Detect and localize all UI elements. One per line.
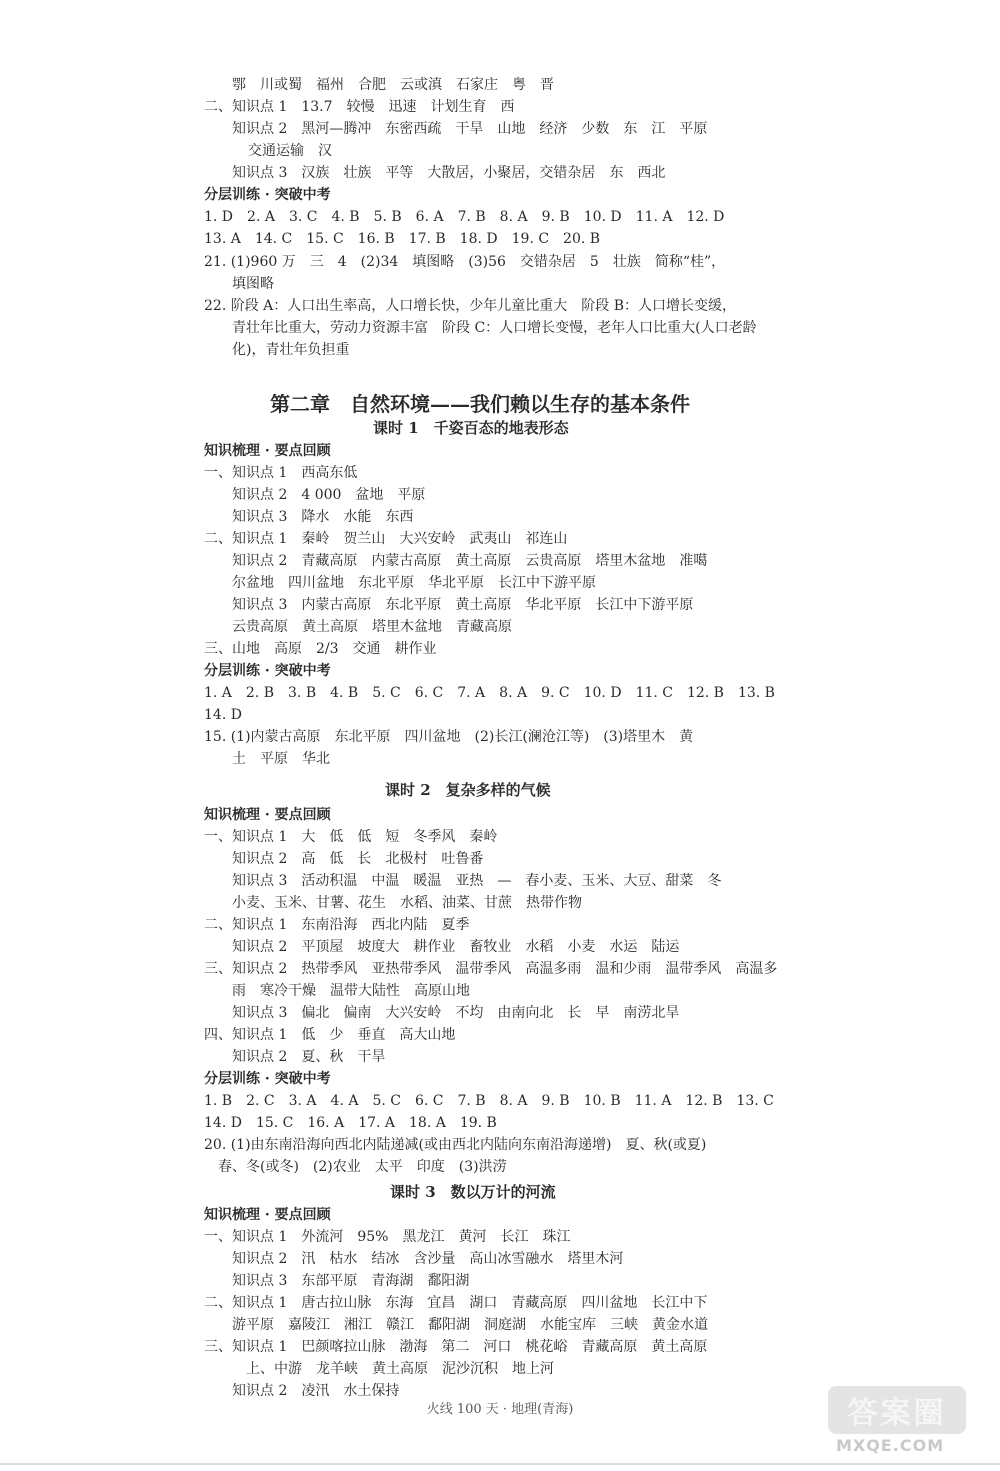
text-line: 云贵高原 黄土高原 塔里木盆地 青藏高原 bbox=[232, 619, 512, 635]
section-heading: 分层训练 · 突破中考 bbox=[204, 1071, 331, 1087]
watermark-logo: 答案圈 bbox=[828, 1386, 966, 1434]
text-line: 一、知识点 1 西高东低 bbox=[204, 465, 358, 481]
text-line: 三、知识点 2 热带季风 亚热带季风 温带季风 高温多雨 温和少雨 温带季风 高温多 bbox=[204, 961, 778, 977]
text-line: 交通运输 汉 bbox=[248, 143, 332, 159]
section-heading: 知识梳理 · 要点回顾 bbox=[204, 443, 331, 459]
lesson-title: 课时 1 千姿百态的地表形态 bbox=[373, 419, 569, 437]
text-line: 青壮年比重大，劳动力资源丰富 阶段 C：人口增长变慢，老年人口比重大(人口老龄 bbox=[232, 320, 757, 336]
text-line: 1. D 2. A 3. C 4. B 5. B 6. A 7. B 8. A 9. B 10. D 11. A 12. D bbox=[204, 209, 725, 225]
text-line: 二、知识点 1 秦岭 贺兰山 大兴安岭 武夷山 祁连山 bbox=[204, 531, 568, 547]
text-line: 一、知识点 1 大 低 低 短 冬季风 秦岭 bbox=[204, 829, 498, 845]
text-line: 知识点 3 活动积温 中温 暖温 亚热 — 春小麦、玉米、大豆、甜菜 冬 bbox=[232, 873, 722, 889]
text-line: 知识点 2 黑河—腾冲 东密西疏 干旱 山地 经济 少数 东 江 平原 bbox=[232, 121, 708, 137]
text-line: 鄂 川或蜀 福州 合肥 云或滇 石家庄 粤 晋 bbox=[232, 77, 554, 93]
text-line: 1. B 2. C 3. A 4. A 5. C 6. C 7. B 8. A 9. B 10. B 11. A 12. B 13. C bbox=[204, 1093, 774, 1109]
text-line: 13. A 14. C 15. C 16. B 17. B 18. D 19. C 20. B bbox=[204, 231, 601, 247]
text-line: 二、知识点 1 东南沿海 西北内陆 夏季 bbox=[204, 917, 470, 933]
text-line: 22. 阶段 A：人口出生率高，人口增长快，少年儿童比重大 阶段 B：人口增长变缓， bbox=[204, 298, 737, 314]
text-line: 14. D 15. C 16. A 17. A 18. A 19. B bbox=[204, 1115, 497, 1131]
section-heading: 知识梳理 · 要点回顾 bbox=[204, 807, 331, 823]
section-heading: 知识梳理 · 要点回顾 bbox=[204, 1207, 331, 1223]
text-line: 一、知识点 1 外流河 95% 黑龙江 黄河 长江 珠江 bbox=[204, 1229, 571, 1245]
text-line: 知识点 3 东部平原 青海湖 鄱阳湖 bbox=[232, 1273, 470, 1289]
text-line: 15. (1)内蒙古高原 东北平原 四川盆地 (2)长江(澜沧江等) (3)塔里木 黄 bbox=[204, 729, 694, 745]
text-line: 土 平原 华北 bbox=[232, 751, 330, 767]
text-line: 四、知识点 1 低 少 垂直 高大山地 bbox=[204, 1027, 456, 1043]
text-line: 上、中游 龙羊峡 黄土高原 泥沙沉积 地上河 bbox=[246, 1361, 554, 1377]
text-line: 雨 寒冷干燥 温带大陆性 高原山地 bbox=[232, 983, 470, 999]
text-line: 春、冬(或冬) (2)农业 太平 印度 (3)洪涝 bbox=[218, 1159, 507, 1175]
text-line: 小麦、玉米、甘薯、花生 水稻、油菜、甘蔗 热带作物 bbox=[232, 895, 582, 911]
text-line: 知识点 3 内蒙古高原 东北平原 黄土高原 华北平原 长江中下游平原 bbox=[232, 597, 694, 613]
text-line: 20. (1)由东南沿海向西北内陆递减(或由西北内陆向东南沿海递增) 夏、秋(或夏) bbox=[204, 1137, 707, 1153]
text-line: 知识点 2 夏、秋 干旱 bbox=[232, 1049, 386, 1065]
text-line: 三、知识点 1 巴颜喀拉山脉 渤海 第二 河口 桃花峪 青藏高原 黄土高原 bbox=[204, 1339, 708, 1355]
text-line: 填图略 bbox=[232, 276, 274, 292]
text-line: 二、知识点 1 唐古拉山脉 东海 宜昌 湖口 青藏高原 四川盆地 长江中下 bbox=[204, 1295, 708, 1311]
text-line: 知识点 2 凌汛 水土保持 bbox=[232, 1383, 400, 1399]
section-heading: 分层训练 · 突破中考 bbox=[204, 187, 331, 203]
text-line: 知识点 3 降水 水能 东西 bbox=[232, 509, 414, 525]
text-line: 知识点 2 汛 枯水 结冰 含沙量 高山冰雪融水 塔里木河 bbox=[232, 1251, 624, 1267]
page-footer: 火线 100 天 · 地理(青海) bbox=[426, 1402, 574, 1417]
lesson-title: 课时 2 复杂多样的气候 bbox=[385, 781, 551, 799]
text-line: 知识点 2 高 低 长 北极村 吐鲁番 bbox=[232, 851, 484, 867]
text-line: 21. (1)960 万 三 4 (2)34 填图略 (3)56 交错杂居 5 壮族 简称“桂”， bbox=[204, 254, 726, 270]
section-heading: 分层训练 · 突破中考 bbox=[204, 663, 331, 679]
text-line: 14. D bbox=[204, 707, 242, 723]
text-line: 游平原 嘉陵江 湘江 赣江 鄱阳湖 洞庭湖 水能宝库 三峡 黄金水道 bbox=[232, 1317, 708, 1333]
lesson-title: 课时 3 数以万计的河流 bbox=[390, 1183, 556, 1201]
bottom-rule bbox=[0, 1463, 1000, 1465]
text-line: 尔盆地 四川盆地 东北平原 华北平原 长江中下游平原 bbox=[232, 575, 596, 591]
text-line: 知识点 2 平顶屋 坡度大 耕作业 畜牧业 水稻 小麦 水运 陆运 bbox=[232, 939, 680, 955]
text-line: 三、山地 高原 2/3 交通 耕作业 bbox=[204, 641, 437, 657]
text-line: 1. A 2. B 3. B 4. B 5. C 6. C 7. A 8. A 9. C 10. D 11. C 12. B 13. B bbox=[204, 685, 775, 701]
text-line: 知识点 2 青藏高原 内蒙古高原 黄土高原 云贵高原 塔里木盆地 准噶 bbox=[232, 553, 708, 569]
chapter-title: 第二章 自然环境——我们赖以生存的基本条件 bbox=[270, 392, 690, 416]
watermark-url: MXQE.COM bbox=[836, 1436, 945, 1455]
text-line: 知识点 3 偏北 偏南 大兴安岭 不均 由南向北 长 早 南涝北旱 bbox=[232, 1005, 680, 1021]
text-line: 知识点 2 4 000 盆地 平原 bbox=[232, 487, 426, 503]
text-line: 知识点 3 汉族 壮族 平等 大散居，小聚居，交错杂居 东 西北 bbox=[232, 165, 666, 181]
text-line: 二、知识点 1 13.7 较慢 迅速 计划生育 西 bbox=[204, 99, 515, 115]
text-line: 化)，青壮年负担重 bbox=[232, 342, 350, 358]
